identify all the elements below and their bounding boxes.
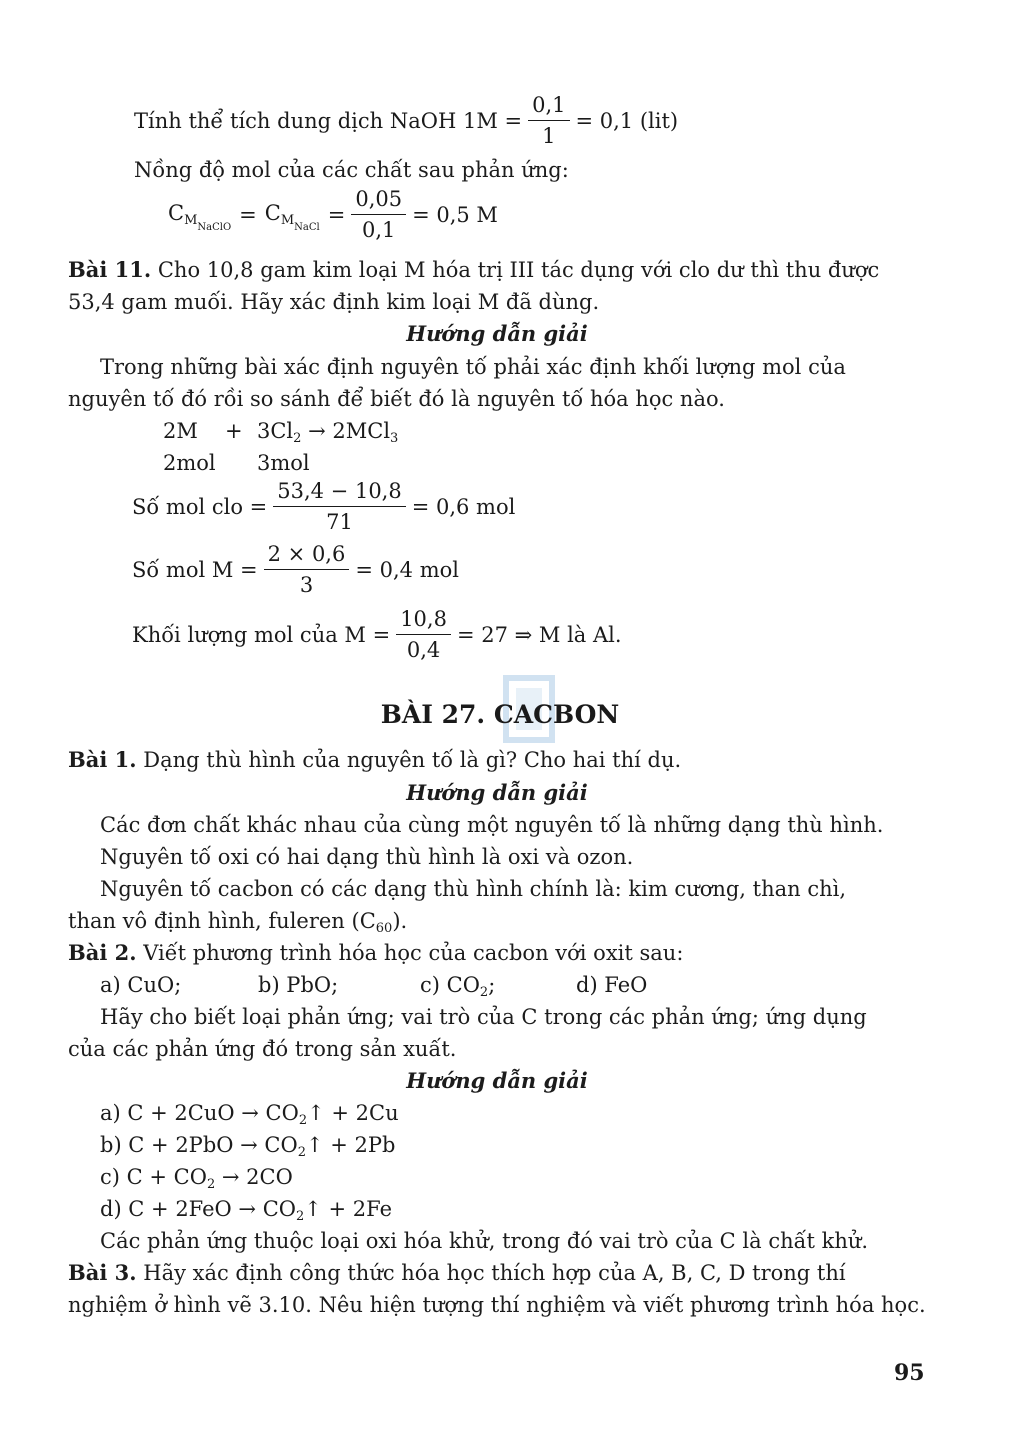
exercise-label: Bài 11. bbox=[68, 257, 152, 282]
exercise-11-question bbox=[68, 257, 879, 283]
fraction-denominator: 71 bbox=[326, 510, 353, 534]
fraction bbox=[351, 186, 406, 243]
chlorine-moles-result: = 0,6 mol bbox=[411, 494, 516, 519]
fraction bbox=[273, 478, 405, 535]
exercise-1-question bbox=[68, 747, 681, 773]
product-mcl3: → 2MCl$_3$ bbox=[308, 419, 399, 446]
mole-ratio bbox=[163, 450, 310, 476]
c-naclo: $C_{M_{NaClO}}$ bbox=[168, 201, 232, 233]
metal-moles-label: Số mol M = bbox=[132, 557, 258, 582]
exercise-11-question-cont: 53,4 gam muối. Hãy xác định kim loại M đã dùng. bbox=[68, 290, 600, 314]
fraction-denominator: 0,4 bbox=[406, 638, 441, 662]
concentration-intro: Nồng độ mol của các chất sau phản ứng: bbox=[134, 158, 569, 182]
fraction bbox=[396, 606, 451, 663]
equation-d: d) $C + 2FeO \to CO_2↑ + 2Fe$ bbox=[100, 1197, 393, 1224]
oxide-options bbox=[100, 972, 647, 998]
solution-text: nguyên tố đó rồi so sánh để biết đó là nguyên tố hóa học nào. bbox=[68, 387, 725, 411]
option-d: d) FeO bbox=[576, 973, 648, 997]
solution-text: than vô định hình, fuleren $(C_{60})$. bbox=[68, 909, 408, 936]
metal-moles-result: = 0,4 mol bbox=[355, 557, 459, 582]
exercise-text: Cho 10,8 gam kim loại M hóa trị III tác dụng với clo dư thì thu được bbox=[151, 258, 880, 282]
solution-text: Các đơn chất khác nhau của cùng một nguyên tố là những dạng thù hình. bbox=[100, 813, 884, 837]
exercise-text: Hãy xác định công thức hóa học thích hợp của A, B, C, D trong thí bbox=[136, 1261, 846, 1285]
chapter-title: BÀI 27. CACBON bbox=[380, 700, 620, 729]
exercise-3-question-cont: nghiệm ở hình vẽ 3.10. Nêu hiện tượng thí nghiệm và viết phương trình hóa học. bbox=[68, 1293, 926, 1317]
molar-mass-result: = 27 ⇒ M là Al. bbox=[456, 622, 622, 647]
fraction-denominator: 3 bbox=[299, 573, 314, 597]
fraction-denominator: 1 bbox=[542, 124, 556, 148]
equation-a: a) $C + 2CuO \to CO_2↑ + 2Cu$ bbox=[100, 1101, 399, 1128]
mole-cl2: 3mol bbox=[257, 451, 310, 475]
chlorine-moles bbox=[132, 478, 515, 535]
solution-text: Nguyên tố oxi có hai dạng thù hình là oxi và ozon. bbox=[100, 845, 634, 869]
equals-sign: = bbox=[327, 202, 346, 227]
option-c: c) $CO_2$; bbox=[420, 973, 496, 1000]
fraction-numerator: 2 × 0,6 bbox=[264, 541, 350, 570]
exercise-label: Bài 2. bbox=[68, 940, 137, 965]
naoh-volume-result: = 0,1 (lit) bbox=[575, 108, 679, 133]
equals-sign: = bbox=[239, 202, 257, 227]
exercise-text: Dạng thù hình của nguyên tố là gì? Cho hai thí dụ. bbox=[136, 748, 682, 772]
c-nacl: $C_{M_{NaCl}}$ bbox=[264, 201, 320, 233]
naoh-volume-line bbox=[134, 92, 678, 149]
fraction-numerator: 10,8 bbox=[396, 606, 451, 635]
solution-heading: Hướng dẫn giải bbox=[406, 321, 588, 346]
fraction-numerator: 0,05 bbox=[351, 186, 406, 215]
concentration-formula bbox=[168, 186, 498, 243]
concentration-result: = 0,5 M bbox=[412, 202, 498, 227]
exercise-3-question bbox=[68, 1260, 846, 1286]
reaction-equation bbox=[163, 418, 398, 444]
fraction-numerator: 0,1 bbox=[528, 92, 569, 121]
option-a: a) CuO; bbox=[100, 973, 182, 997]
solution-text: Các phản ứng thuộc loại oxi hóa khử, trong đó vai trò của C là chất khử. bbox=[100, 1229, 869, 1253]
solution-text: Trong những bài xác định nguyên tố phải xác định khối lượng mol của bbox=[100, 355, 846, 379]
exercise-2-question-cont: Hãy cho biết loại phản ứng; vai trò của C trong các phản ứng; ứng dụng bbox=[100, 1005, 867, 1029]
reactant-cl2: $3Cl_2$ bbox=[257, 419, 302, 446]
solution-text: Nguyên tố cacbon có các dạng thù hình chính là: kim cương, than chì, bbox=[100, 877, 847, 901]
fraction-numerator: 53,4 − 10,8 bbox=[273, 478, 405, 507]
fraction-denominator: 0,1 bbox=[362, 218, 396, 242]
equation-b: b) $C + 2PbO \to CO_2↑ + 2Pb$ bbox=[100, 1133, 396, 1160]
fraction bbox=[528, 92, 569, 149]
solution-heading: Hướng dẫn giải bbox=[406, 780, 588, 805]
exercise-label: Bài 3. bbox=[68, 1260, 137, 1285]
molar-mass-label: Khối lượng mol của M = bbox=[132, 622, 391, 647]
mole-m: 2mol bbox=[163, 451, 216, 475]
equation-c: c) $C + CO_2 \to 2CO$ bbox=[100, 1165, 293, 1192]
solution-heading: Hướng dẫn giải bbox=[406, 1068, 588, 1093]
exercise-text: Viết phương trình hóa học của cacbon với oxit sau: bbox=[136, 941, 684, 965]
molar-mass bbox=[132, 606, 622, 663]
metal-moles bbox=[132, 541, 459, 598]
exercise-2-question bbox=[68, 940, 683, 966]
exercise-label: Bài 1. bbox=[68, 747, 137, 772]
exercise-2-question-cont: của các phản ứng đó trong sản xuất. bbox=[68, 1037, 457, 1061]
option-b: b) PbO; bbox=[258, 973, 339, 997]
reactant-m: 2M bbox=[163, 419, 198, 443]
naoh-volume-text: Tính thể tích dung dịch NaOH 1M = bbox=[134, 108, 523, 133]
plus-sign: + bbox=[225, 419, 243, 443]
page-number: 95 bbox=[894, 1360, 925, 1386]
chlorine-moles-label: Số mol clo = bbox=[132, 494, 268, 519]
fraction bbox=[264, 541, 350, 598]
